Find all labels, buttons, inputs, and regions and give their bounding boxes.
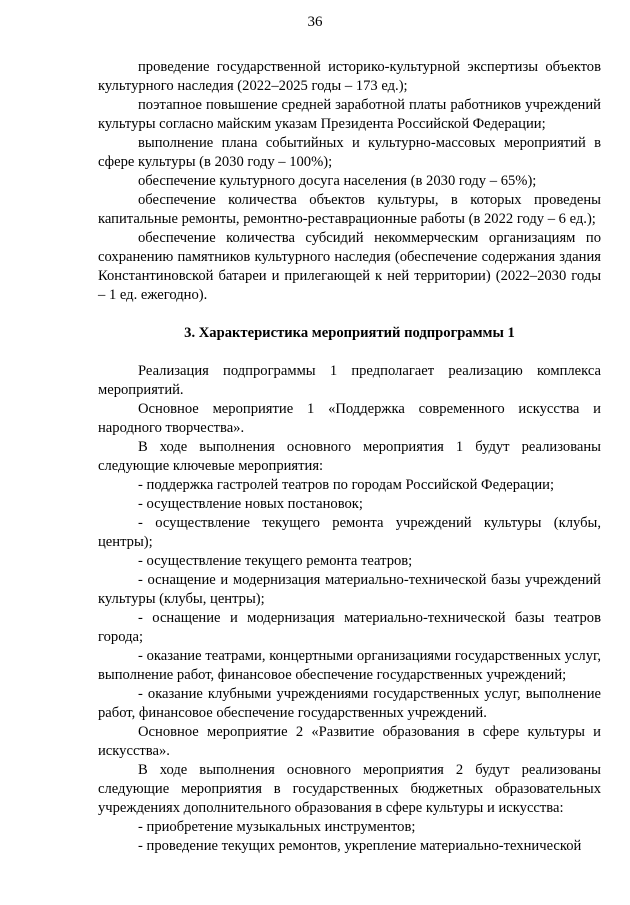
- list-item: - приобретение музыкальных инструментов;: [138, 819, 416, 835]
- paragraph: В ходе выполнения основного мероприятия 2 будут реализованы следующие мероприятия в государственных бюджетных образовательных учреждениях дополнительного образования в сфере культуры и искусства:: [98, 762, 601, 816]
- list-item: - оснащение и модернизация материально-технической базы учреждений культуры (клубы, центры);: [98, 572, 601, 607]
- list-item: - оказание театрами, концертными организациями государственных услуг, выполнение работ, финансовое обеспечение государственных учреждений;: [98, 648, 601, 683]
- page-number: 36: [307, 14, 323, 30]
- list-item: - осуществление текущего ремонта театров;: [138, 553, 413, 569]
- list-item: - осуществление текущего ремонта учреждений культуры (клубы, центры);: [98, 515, 601, 550]
- section-heading: 3. Характеристика мероприятий подпрограммы 1: [184, 325, 515, 341]
- paragraph: обеспечение культурного досуга населения (в 2030 году – 65%);: [138, 173, 537, 189]
- list-item: - проведение текущих ремонтов, укрепление материально-технической: [138, 838, 582, 854]
- list-item: - поддержка гастролей театров по городам Российской Федерации;: [138, 477, 555, 493]
- paragraph: обеспечение количества субсидий некоммерческим организациям по сохранению памятников культурного наследия (обеспечение содержания здания Константиновской батареи и прилегающей к ней территории) (2022–2030 годы – 1 ед. ежегодно).: [98, 230, 601, 303]
- paragraph: обеспечение количества объектов культуры, в которых проведены капитальные ремонты, ремонтно-реставрационные работы (в 2022 году – 6 ед.);: [98, 192, 601, 227]
- paragraph: проведение государственной историко-культурной экспертизы объектов культурного наследия (2022–2025 годы – 173 ед.);: [98, 59, 601, 94]
- list-item: - оснащение и модернизация материально-технической базы театров города;: [98, 610, 601, 645]
- paragraph: поэтапное повышение средней заработной платы работников учреждений культуры согласно майским указам Президента Российской Федерации;: [98, 97, 601, 132]
- paragraph: Основное мероприятие 2 «Развитие образования в сфере культуры и искусства».: [98, 724, 601, 759]
- list-item: - осуществление новых постановок;: [138, 496, 363, 512]
- paragraph: Основное мероприятие 1 «Поддержка современного искусства и народного творчества».: [98, 401, 601, 436]
- paragraph: Реализация подпрограммы 1 предполагает реализацию комплекса мероприятий.: [98, 363, 601, 398]
- list-item: - оказание клубными учреждениями государственных услуг, выполнение работ, финансовое обеспечение государственных учреждений.: [98, 686, 601, 721]
- paragraph: В ходе выполнения основного мероприятия 1 будут реализованы следующие ключевые мероприятия:: [98, 439, 601, 474]
- paragraph: выполнение плана событийных и культурно-массовых мероприятий в сфере культуры (в 2030 году – 100%);: [98, 135, 601, 170]
- document-body: [98, 58, 601, 856]
